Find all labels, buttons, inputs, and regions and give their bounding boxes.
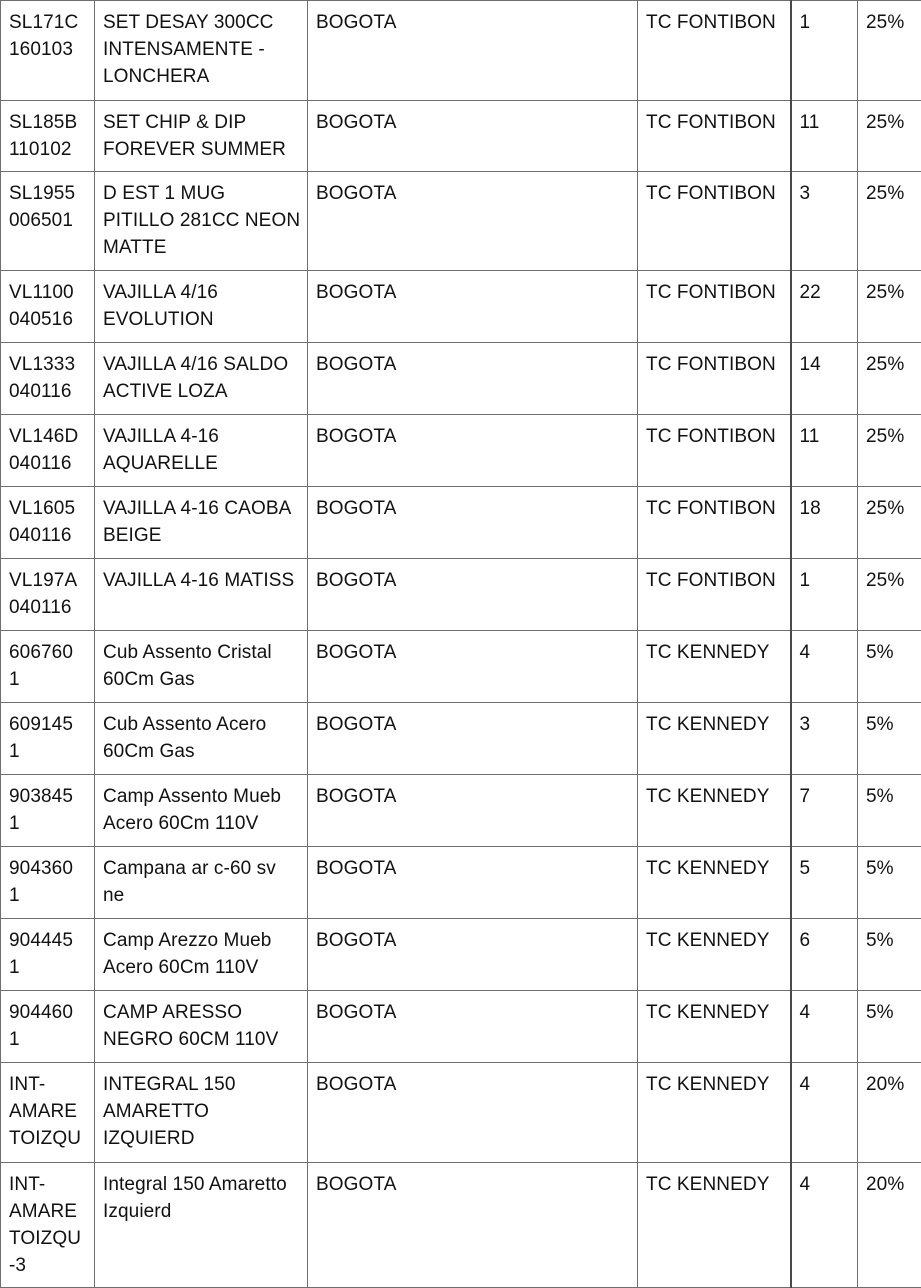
table-row — [1, 847, 921, 919]
table-row — [1, 271, 921, 343]
product-description-cell: VAJILLA 4/16 EVOLUTION — [95, 271, 308, 343]
quantity-cell: 5 — [791, 847, 858, 919]
product-code-cell: 606760 1 — [1, 631, 95, 703]
city-cell: BOGOTA — [308, 559, 638, 631]
city-cell: BOGOTA — [308, 101, 638, 172]
store-cell: TC KENNEDY — [638, 1163, 791, 1288]
table-row — [1, 101, 921, 172]
table-row — [1, 172, 921, 271]
product-description-cell: Camp Assento Mueb Acero 60Cm 110V — [95, 775, 308, 847]
store-cell: TC KENNEDY — [638, 919, 791, 991]
quantity-cell: 4 — [791, 631, 858, 703]
discount-cell: 5% — [858, 703, 921, 775]
store-cell: TC KENNEDY — [638, 847, 791, 919]
table-row — [1, 991, 921, 1063]
product-code-cell: VL1100 040516 — [1, 271, 95, 343]
product-code-cell: 904445 1 — [1, 919, 95, 991]
store-cell: TC FONTIBON — [638, 101, 791, 172]
city-cell: BOGOTA — [308, 172, 638, 271]
store-cell: TC FONTIBON — [638, 415, 791, 487]
product-description-cell: Campana ar c-60 sv ne — [95, 847, 308, 919]
discount-cell: 5% — [858, 631, 921, 703]
discount-cell: 25% — [858, 172, 921, 271]
product-code-cell: 904460 1 — [1, 991, 95, 1063]
product-code-cell: VL1605 040116 — [1, 487, 95, 559]
store-cell: TC KENNEDY — [638, 991, 791, 1063]
product-code-cell: 903845 1 — [1, 775, 95, 847]
table-row — [1, 1163, 921, 1288]
store-cell: TC FONTIBON — [638, 172, 791, 271]
city-cell: BOGOTA — [308, 703, 638, 775]
table-row — [1, 415, 921, 487]
table-row — [1, 775, 921, 847]
product-code-cell: INT-AMARE TOIZQU — [1, 1063, 95, 1163]
discount-cell: 25% — [858, 271, 921, 343]
product-code-cell: VL1333 040116 — [1, 343, 95, 415]
product-code-cell: SL185B 110102 — [1, 101, 95, 172]
table-row — [1, 919, 921, 991]
quantity-cell: 14 — [791, 343, 858, 415]
city-cell: BOGOTA — [308, 1163, 638, 1288]
city-cell: BOGOTA — [308, 1063, 638, 1163]
city-cell: BOGOTA — [308, 343, 638, 415]
city-cell: BOGOTA — [308, 847, 638, 919]
product-code-cell: 904360 1 — [1, 847, 95, 919]
product-description-cell: Camp Arezzo Mueb Acero 60Cm 110V — [95, 919, 308, 991]
store-cell: TC KENNEDY — [638, 1063, 791, 1163]
quantity-cell: 11 — [791, 415, 858, 487]
store-cell: TC FONTIBON — [638, 343, 791, 415]
quantity-cell: 1 — [791, 1, 858, 101]
store-cell: TC FONTIBON — [638, 487, 791, 559]
discount-cell: 25% — [858, 343, 921, 415]
product-description-cell: VAJILLA 4/16 SALDO ACTIVE LOZA — [95, 343, 308, 415]
table-row — [1, 631, 921, 703]
store-cell: TC FONTIBON — [638, 1, 791, 101]
product-code-cell: SL171C 160103 — [1, 1, 95, 101]
product-code-cell: 609145 1 — [1, 703, 95, 775]
discount-cell: 5% — [858, 847, 921, 919]
discount-cell: 5% — [858, 775, 921, 847]
product-description-cell: D EST 1 MUG PITILLO 281CC NEON MATTE — [95, 172, 308, 271]
city-cell: BOGOTA — [308, 991, 638, 1063]
city-cell: BOGOTA — [308, 487, 638, 559]
product-description-cell: Integral 150 Amaretto Izquierd — [95, 1163, 308, 1288]
product-description-cell: Cub Assento Cristal 60Cm Gas — [95, 631, 308, 703]
discount-cell: 5% — [858, 919, 921, 991]
store-cell: TC KENNEDY — [638, 631, 791, 703]
product-description-cell: CAMP ARESSO NEGRO 60CM 110V — [95, 991, 308, 1063]
product-code-cell: VL197A 040116 — [1, 559, 95, 631]
quantity-cell: 1 — [791, 559, 858, 631]
quantity-cell: 4 — [791, 991, 858, 1063]
discount-cell: 25% — [858, 415, 921, 487]
product-description-cell: VAJILLA 4-16 MATISS — [95, 559, 308, 631]
quantity-cell: 18 — [791, 487, 858, 559]
quantity-cell: 3 — [791, 172, 858, 271]
city-cell: BOGOTA — [308, 631, 638, 703]
store-cell: TC FONTIBON — [638, 271, 791, 343]
product-code-cell: VL146D 040116 — [1, 415, 95, 487]
discount-cell: 25% — [858, 487, 921, 559]
table-row — [1, 1063, 921, 1163]
discount-cell: 25% — [858, 1, 921, 101]
product-code-cell: SL1955 006501 — [1, 172, 95, 271]
product-description-cell: INTEGRAL 150 AMARETTO IZQUIERD — [95, 1063, 308, 1163]
city-cell: BOGOTA — [308, 1, 638, 101]
discount-cell: 20% — [858, 1163, 921, 1288]
city-cell: BOGOTA — [308, 271, 638, 343]
product-description-cell: VAJILLA 4-16 CAOBA BEIGE — [95, 487, 308, 559]
quantity-cell: 6 — [791, 919, 858, 991]
quantity-cell: 4 — [791, 1063, 858, 1163]
quantity-cell: 4 — [791, 1163, 858, 1288]
product-description-cell: SET CHIP & DIP FOREVER SUMMER — [95, 101, 308, 172]
city-cell: BOGOTA — [308, 415, 638, 487]
store-cell: TC KENNEDY — [638, 775, 791, 847]
store-cell: TC KENNEDY — [638, 703, 791, 775]
discount-cell: 20% — [858, 1063, 921, 1163]
quantity-cell: 3 — [791, 703, 858, 775]
quantity-cell: 11 — [791, 101, 858, 172]
store-cell: TC FONTIBON — [638, 559, 791, 631]
table-row — [1, 1, 921, 101]
discount-cell: 25% — [858, 559, 921, 631]
city-cell: BOGOTA — [308, 775, 638, 847]
discount-cell: 25% — [858, 101, 921, 172]
quantity-cell: 7 — [791, 775, 858, 847]
city-cell: BOGOTA — [308, 919, 638, 991]
product-description-cell: VAJILLA 4-16 AQUARELLE — [95, 415, 308, 487]
table-row — [1, 343, 921, 415]
product-description-cell: Cub Assento Acero 60Cm Gas — [95, 703, 308, 775]
table-row — [1, 703, 921, 775]
discount-cell: 5% — [858, 991, 921, 1063]
product-code-cell: INT-AMARE TOIZQU -3 — [1, 1163, 95, 1288]
table-row — [1, 487, 921, 559]
quantity-cell: 22 — [791, 271, 858, 343]
table-row — [1, 559, 921, 631]
product-description-cell: SET DESAY 300CC INTENSAMENTE - LONCHERA — [95, 1, 308, 101]
